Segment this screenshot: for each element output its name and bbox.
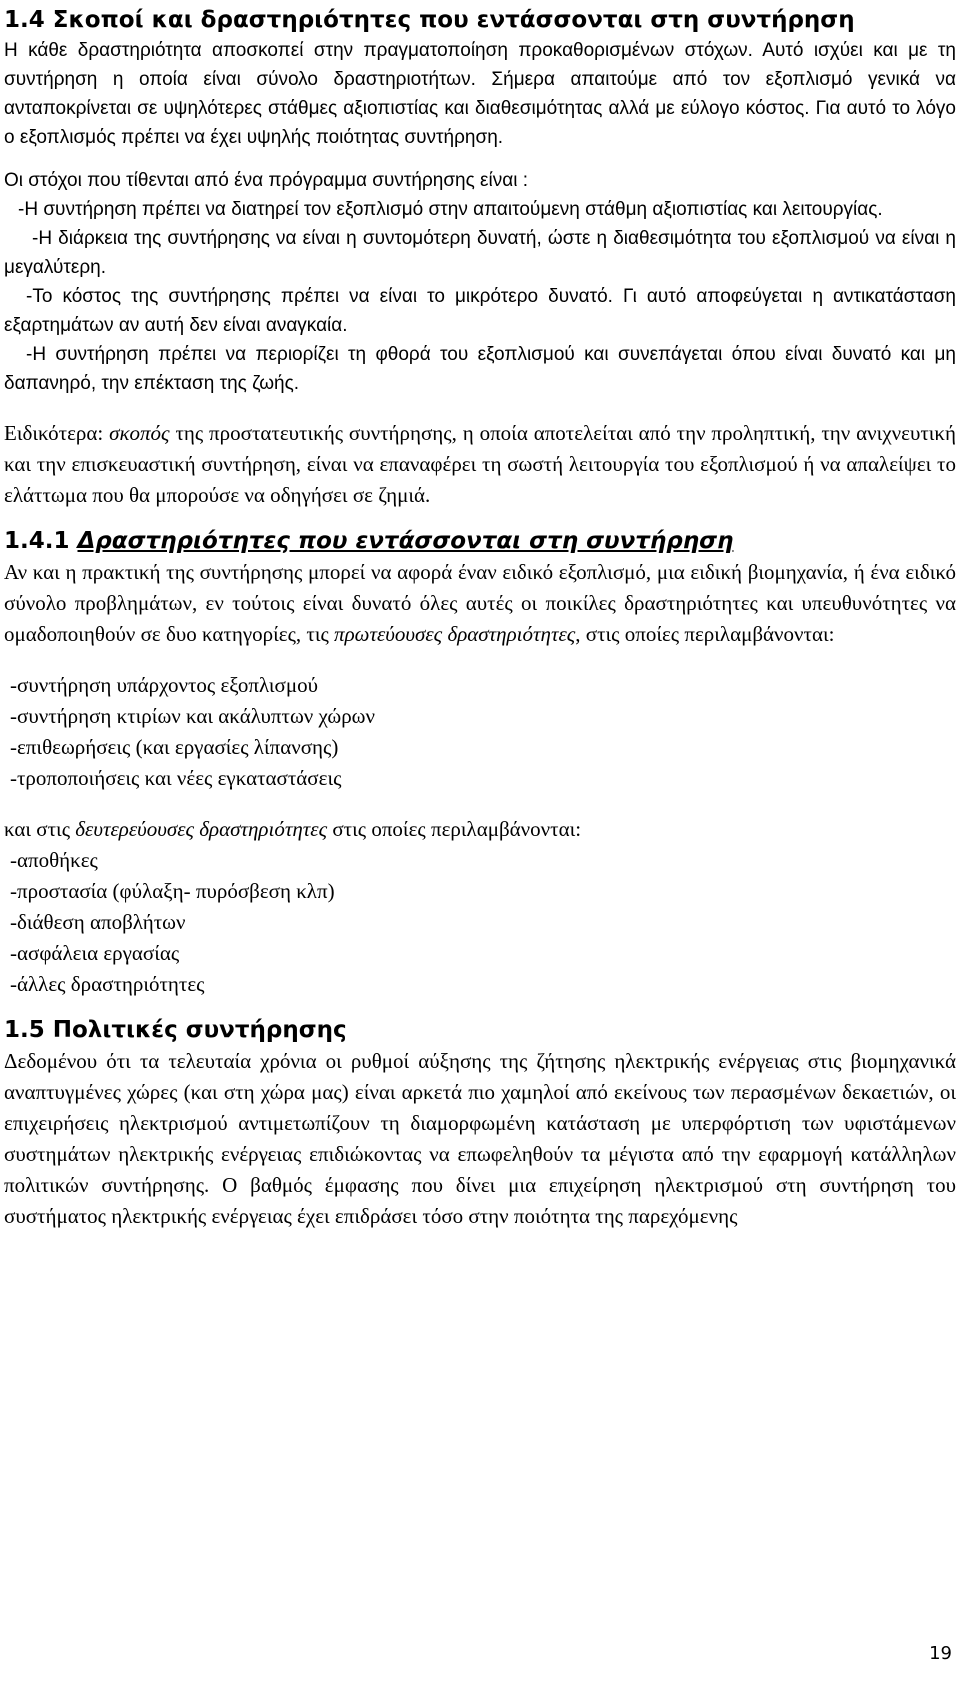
goal-3-text: -Το κόστος της συντήρησης πρέπει να είναι το μικρότερο δυνατό. Γι αυτό αποφεύγεται η αντικατάσταση εξαρτημάτων αν αυτή δεν είναι αναγκαία. <box>4 286 956 336</box>
activities-italic: πρωτεύουσες δραστηριότητες <box>334 622 576 646</box>
section-1-4-heading: 1.4 Σκοποί και δραστηριότητες που εντάσσονται στη συντήρηση <box>4 7 855 33</box>
section-1-4-1-heading <box>4 525 956 557</box>
goal-item <box>4 282 956 340</box>
list-item: -επιθεωρήσεις (και εργασίες λίπανσης) <box>10 735 339 759</box>
section-1-5-paragraph: Δεδομένου ότι τα τελευταία χρόνια οι ρυθμοί αύξησης της ζήτησης ηλεκτρικής ενέργειας στις βιομηχανικά αναπτυγμένες χώρες (και στη χώρα μας) είναι αρκετά πιο χαμηλοί από εκείνους των περασμένων δεκαετιών, οι επιχειρήσεις ηλεκτρισμού αντιμετωπίζουν τη διαμορφωμένη κατάσταση με υπερφόρτιση των υφιστάμενων συστημάτων ηλεκτρικής ενέργειας επιδιώκοντας να επωφεληθούν τα μέγιστα από την εφαρμογή κατάλληλων πολιτικών συντήρησης. Ο βαθμός έμφασης που δίνει μια επιχείρηση ηλεκτρισμού στη συντήρηση του συστήματος ηλεκτρικής ενέργειας έχει επιδράσει τόσο στην ποιότητα της παρεχόμενης <box>4 1049 956 1228</box>
goal-item <box>4 195 956 224</box>
activities-lead: Αν και η πρακτική της συντήρησης μπορεί να αφορά έναν ειδικό εξοπλισμό, μια ειδική βιομηχανία, ή ένα ειδικό σύνολο προβλημάτων, εν τούτοις είναι δυνατό όλες αυτές οι ποικίλες δραστηριότητες και υπευθυνότητες να ομαδοποιηθούν σε δυο κατηγορίες, τις <box>4 560 956 646</box>
purpose-italic: σκοπός <box>109 421 170 445</box>
list-item: -ασφάλεια εργασίας <box>10 941 180 965</box>
page-number: 19 <box>929 1643 952 1664</box>
secondary-italic: δευτερεύουσες δραστηριότητες <box>75 817 328 841</box>
list-item: -αποθήκες <box>10 848 98 872</box>
list-item: -συντήρηση κτιρίων και ακάλυπτων χώρων <box>10 704 375 728</box>
secondary-lead: και στις <box>4 817 76 841</box>
goal-4-text: -Η συντήρηση πρέπει να περιορίζει τη φθορά του εξοπλισμού και συνεπάγεται όπου είναι δυνατό και μη δαπανηρό, την επέκταση της ζωής. <box>4 344 956 394</box>
section-1-4-1-title: Δραστηριότητες που εντάσσονται στη συντήρηση <box>77 528 734 554</box>
list-item: -τροποποιήσεις και νέες εγκαταστάσεις <box>10 766 342 790</box>
purpose-rest: της προστατευτικής συντήρησης, η οποία αποτελείται από την προληπτική, την ανιχνευτική και την επισκευαστική συντήρηση, είναι να επαναφέρει τη σωστή λειτουργία του εξοπλισμού ή να απαλείψει το ελάττωμα που θα μπορούσε να οδηγήσει σε ζημιά. <box>4 421 956 507</box>
secondary-rest: στις οποίες περιλαμβάνονται: <box>327 817 582 841</box>
section-1-4-1-number: 1.4.1 <box>4 528 78 554</box>
section-1-5-heading: 1.5 Πολιτικές συντήρησης <box>4 1017 347 1043</box>
goal-1-text: -Η συντήρηση πρέπει να διατηρεί τον εξοπλισμό στην απαιτούμενη στάθμη αξιοπιστίας και λειτουργίας. <box>18 199 883 220</box>
secondary-intro <box>4 814 956 845</box>
activities-rest: , στις οποίες περιλαμβάνονται: <box>575 622 835 646</box>
goal-item <box>4 340 956 398</box>
list-item: -άλλες δραστηριότητες <box>10 972 205 996</box>
secondary-activities-list <box>4 845 956 1000</box>
section-1-4-intro: Η κάθε δραστηριότητα αποσκοπεί στην πραγματοποίηση προκαθορισμένων στόχων. Αυτό ισχύει και με τη συντήρηση η οποία είναι σύνολο δραστηριοτήτων. Σήμερα απαιτούμε από τον εξοπλισμό γενικά να ανταποκρίνεται σε υψηλότερες στάθμες αξιοπιστίας και διαθεσιμότητας αλλά με εύλογο κόστος. Για αυτό το λόγο ο εξοπλισμός πρέπει να έχει υψηλής ποιότητας συντήρηση. <box>4 40 956 148</box>
goals-intro: Οι στόχοι που τίθενται από ένα πρόγραμμα συντήρησης είναι : <box>4 170 529 191</box>
goal-item <box>4 224 956 282</box>
list-item: -συντήρηση υπάρχοντος εξοπλισμού <box>10 673 319 697</box>
list-item: -διάθεση αποβλήτων <box>10 910 186 934</box>
list-item: -προστασία (φύλαξη- πυρόσβεση κλπ) <box>10 879 335 903</box>
purpose-lead: Ειδικότερα: <box>4 421 110 445</box>
activities-paragraph <box>4 557 956 650</box>
primary-activities-list <box>4 670 956 794</box>
purpose-paragraph <box>4 418 956 511</box>
goal-2-text: -Η διάρκεια της συντήρησης να είναι η συντομότερη δυνατή, ώστε η διαθεσιμότητα του εξοπλισμού να είναι η μεγαλύτερη. <box>4 228 956 278</box>
